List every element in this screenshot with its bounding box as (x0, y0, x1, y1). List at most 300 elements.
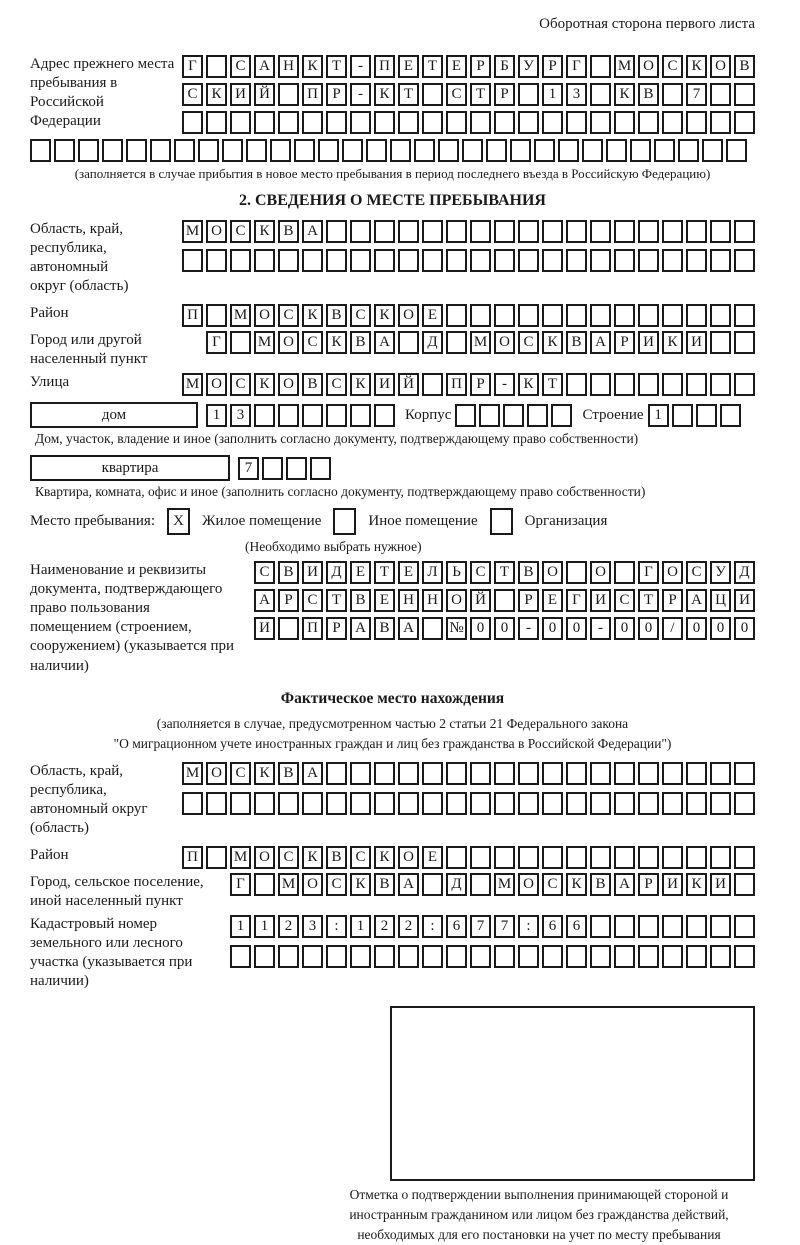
char-cell (590, 915, 611, 938)
char-cell (126, 139, 147, 162)
char-cell (470, 846, 491, 869)
char-cell: В (590, 873, 611, 896)
char-cell (678, 139, 699, 162)
prev-address-caption: (заполняется в случае прибытия в новое место пребывания в период последнего въезда в Российскую Федерацию) (74, 166, 711, 181)
korpus-label: Корпус (405, 406, 452, 423)
prev-address-label: Адрес прежнего места пребывания в Российской Федерации (30, 56, 175, 130)
char-cell: Е (422, 304, 443, 327)
char-cell (182, 249, 203, 272)
char-cell: 1 (350, 915, 371, 938)
char-cell (662, 220, 683, 243)
fact-city-field (30, 873, 755, 911)
char-cell (350, 111, 371, 134)
char-cell (470, 762, 491, 785)
char-cell (638, 915, 659, 938)
char-cell (518, 83, 539, 106)
district-field (30, 304, 755, 327)
char-cell (446, 249, 467, 272)
char-cell: К (254, 220, 275, 243)
char-cell: О (302, 873, 323, 896)
char-cell (446, 945, 467, 968)
char-cell: М (470, 331, 491, 354)
char-cell: И (662, 873, 683, 896)
char-cell (662, 111, 683, 134)
char-cell (479, 404, 500, 427)
char-cell: 1 (648, 404, 669, 427)
char-cell (446, 762, 467, 785)
char-cell: Р (638, 873, 659, 896)
char-cell (470, 873, 491, 896)
other-premises-checkbox (333, 508, 356, 535)
char-cell: С (470, 561, 491, 584)
char-cell (734, 83, 755, 106)
char-cell (438, 139, 459, 162)
char-cell (254, 249, 275, 272)
char-cell (102, 139, 123, 162)
char-cell (518, 249, 539, 272)
char-cell (206, 111, 227, 134)
char-cell (686, 111, 707, 134)
district-row (182, 304, 755, 327)
char-cell: В (374, 617, 395, 640)
char-cell (686, 915, 707, 938)
char-cell (398, 331, 419, 354)
prev-address-row-3 (182, 111, 755, 134)
char-cell: А (374, 331, 395, 354)
char-cell (614, 249, 635, 272)
apartment-row (30, 455, 755, 481)
char-cell (78, 139, 99, 162)
char-cell (590, 55, 611, 78)
char-cell (720, 404, 741, 427)
char-cell: - (350, 55, 371, 78)
char-cell (590, 111, 611, 134)
char-cell (542, 249, 563, 272)
char-cell: О (206, 220, 227, 243)
region-field (30, 220, 755, 296)
char-cell: О (254, 846, 275, 869)
char-cell (422, 873, 443, 896)
char-cell (278, 404, 299, 427)
char-cell (446, 111, 467, 134)
char-cell (734, 846, 755, 869)
char-cell (278, 249, 299, 272)
char-cell: И (254, 617, 275, 640)
char-cell: М (254, 331, 275, 354)
char-cell (182, 792, 203, 815)
char-cell (350, 249, 371, 272)
char-cell: Г (230, 873, 251, 896)
document-row-2 (254, 589, 755, 612)
char-cell (470, 111, 491, 134)
char-cell (398, 249, 419, 272)
char-cell: Т (398, 83, 419, 106)
char-cell: 7 (686, 83, 707, 106)
section2-title: 2. СВЕДЕНИЯ О МЕСТЕ ПРЕБЫВАНИЯ (239, 192, 546, 209)
char-cell: Е (374, 589, 395, 612)
region-rows (182, 220, 755, 296)
char-cell: Р (470, 55, 491, 78)
char-cell (566, 762, 587, 785)
char-cell (542, 304, 563, 327)
char-cell: О (590, 561, 611, 584)
char-cell: 7 (238, 457, 259, 480)
char-cell: В (278, 220, 299, 243)
char-cell (551, 404, 572, 427)
char-cell (542, 111, 563, 134)
char-cell: Р (326, 83, 347, 106)
char-cell (494, 945, 515, 968)
char-cell: С (350, 304, 371, 327)
char-cell (326, 404, 347, 427)
char-cell (638, 304, 659, 327)
char-cell (230, 331, 251, 354)
char-cell: И (230, 83, 251, 106)
char-cell: У (518, 55, 539, 78)
char-cell (254, 792, 275, 815)
char-cell (494, 111, 515, 134)
apartment-box-label: квартира (30, 455, 230, 481)
char-cell (710, 304, 731, 327)
char-cell (566, 111, 587, 134)
char-cell: О (206, 373, 227, 396)
char-cell: 0 (686, 617, 707, 640)
confirmation-stamp-note: Отметка о подтверждении выполнения принимающей стороной и иностранным гражданином или лицом без гражданства действий, необходимых для его постановки на учет по месту пребывания (349, 1186, 729, 1243)
char-cell: В (350, 331, 371, 354)
char-cell (734, 945, 755, 968)
char-cell (470, 304, 491, 327)
char-cell (590, 792, 611, 815)
char-cell: Г (566, 589, 587, 612)
char-cell (686, 304, 707, 327)
char-cell: Р (614, 331, 635, 354)
char-cell: В (326, 304, 347, 327)
char-cell: С (662, 55, 683, 78)
char-cell: 0 (710, 617, 731, 640)
char-cell: С (182, 83, 203, 106)
char-cell (638, 792, 659, 815)
korpus-cells (455, 404, 572, 427)
char-cell (518, 220, 539, 243)
char-cell: О (398, 846, 419, 869)
char-cell: К (686, 873, 707, 896)
apartment-caption: Квартира, комната, офис и иное (заполнить согласно документу, подтверждающему право собственности) (35, 484, 646, 500)
char-cell: И (710, 873, 731, 896)
fact-district-row (182, 846, 755, 869)
char-cell (542, 762, 563, 785)
char-cell: П (182, 304, 203, 327)
char-cell (734, 220, 755, 243)
char-cell (590, 220, 611, 243)
region-label: Область, край, республика, автономный округ (область) (30, 221, 129, 295)
char-cell: О (398, 304, 419, 327)
char-cell (638, 111, 659, 134)
prev-address-rows (182, 55, 755, 134)
char-cell (566, 304, 587, 327)
fact-city-row (230, 873, 755, 896)
char-cell: Р (662, 589, 683, 612)
char-cell (270, 139, 291, 162)
char-cell (696, 404, 717, 427)
char-cell (366, 139, 387, 162)
fact-region-row-2 (182, 792, 755, 815)
char-cell: 1 (254, 915, 275, 938)
char-cell (614, 220, 635, 243)
char-cell (230, 945, 251, 968)
prev-address-row-1 (182, 55, 755, 78)
char-cell (326, 792, 347, 815)
char-cell (686, 373, 707, 396)
char-cell (398, 220, 419, 243)
char-cell (686, 792, 707, 815)
char-cell (638, 762, 659, 785)
char-cell (494, 249, 515, 272)
char-cell (566, 561, 587, 584)
char-cell (422, 945, 443, 968)
char-cell (206, 55, 227, 78)
char-cell: 3 (566, 83, 587, 106)
char-cell (542, 220, 563, 243)
char-cell (398, 792, 419, 815)
char-cell: С (302, 589, 323, 612)
char-cell: И (374, 373, 395, 396)
char-cell: : (518, 915, 539, 938)
char-cell: Р (494, 83, 515, 106)
char-cell (230, 792, 251, 815)
char-cell (686, 762, 707, 785)
char-cell (182, 111, 203, 134)
char-cell: К (302, 304, 323, 327)
char-cell (662, 945, 683, 968)
char-cell (662, 792, 683, 815)
char-cell: С (230, 373, 251, 396)
char-cell (390, 139, 411, 162)
char-cell (470, 249, 491, 272)
char-cell (590, 304, 611, 327)
char-cell (206, 249, 227, 272)
char-cell: Ц (710, 589, 731, 612)
char-cell (614, 762, 635, 785)
char-cell (503, 404, 524, 427)
char-cell (230, 111, 251, 134)
char-cell (558, 139, 579, 162)
char-cell (342, 139, 363, 162)
char-cell: М (494, 873, 515, 896)
char-cell (286, 457, 307, 480)
char-cell (198, 139, 219, 162)
char-cell: К (254, 762, 275, 785)
char-cell (278, 792, 299, 815)
char-cell: С (326, 873, 347, 896)
char-cell: Ь (446, 561, 467, 584)
char-cell: В (326, 846, 347, 869)
char-cell (350, 762, 371, 785)
char-cell: К (542, 331, 563, 354)
cadastral-row-2 (230, 945, 755, 968)
fact-region-rows (182, 762, 755, 838)
char-cell: Л (422, 561, 443, 584)
char-cell: Р (542, 55, 563, 78)
char-cell: Г (182, 55, 203, 78)
char-cell (590, 762, 611, 785)
stroenie-cells (648, 404, 741, 427)
char-cell (494, 589, 515, 612)
char-cell (686, 220, 707, 243)
char-cell: М (278, 873, 299, 896)
char-cell (734, 373, 755, 396)
residential-checkbox: X (167, 508, 190, 535)
cadastral-label: Кадастровый номер земельного или лесного участка (указывается при наличии) (30, 916, 193, 990)
char-cell: И (638, 331, 659, 354)
char-cell: Н (278, 55, 299, 78)
char-cell (734, 331, 755, 354)
char-cell (446, 331, 467, 354)
char-cell (662, 83, 683, 106)
char-cell: К (254, 373, 275, 396)
city-row (206, 331, 755, 354)
char-cell: О (446, 589, 467, 612)
char-cell: С (302, 331, 323, 354)
char-cell (310, 457, 331, 480)
char-cell (566, 945, 587, 968)
char-cell: Е (398, 561, 419, 584)
char-cell: И (590, 589, 611, 612)
char-cell: Д (734, 561, 755, 584)
char-cell (222, 139, 243, 162)
char-cell: С (542, 873, 563, 896)
house-caption: Дом, участок, владение и иное (заполнить согласно документу, подтверждающему право собственности) (35, 431, 639, 447)
char-cell: 2 (374, 915, 395, 938)
char-cell (278, 83, 299, 106)
char-cell: 7 (494, 915, 515, 938)
city-label: Город или другой населенный пункт (30, 332, 148, 368)
char-cell: Е (350, 561, 371, 584)
char-cell (638, 220, 659, 243)
document-row-3 (254, 617, 755, 640)
char-cell (734, 249, 755, 272)
char-cell: П (302, 83, 323, 106)
char-cell (614, 304, 635, 327)
char-cell (734, 915, 755, 938)
actual-location-caption-1: (заполняется в случае, предусмотренном частью 2 статьи 21 Федерального закона (156, 715, 629, 731)
char-cell (174, 139, 195, 162)
char-cell: О (518, 873, 539, 896)
char-cell (470, 945, 491, 968)
char-cell (630, 139, 651, 162)
char-cell: Г (206, 331, 227, 354)
char-cell: 6 (566, 915, 587, 938)
char-cell (614, 792, 635, 815)
char-cell: П (374, 55, 395, 78)
char-cell: : (326, 915, 347, 938)
char-cell: О (278, 331, 299, 354)
char-cell (590, 83, 611, 106)
char-cell (662, 373, 683, 396)
char-cell (350, 404, 371, 427)
char-cell: К (662, 331, 683, 354)
char-cell (614, 915, 635, 938)
char-cell: С (254, 561, 275, 584)
document-field (30, 561, 755, 675)
char-cell: К (374, 83, 395, 106)
char-cell (710, 915, 731, 938)
stamp-area (30, 1006, 755, 1245)
house-cells (206, 404, 395, 427)
char-cell: Т (374, 561, 395, 584)
cadastral-field (30, 915, 755, 991)
char-cell: - (518, 617, 539, 640)
char-cell: Е (542, 589, 563, 612)
char-cell (446, 792, 467, 815)
char-cell: В (278, 561, 299, 584)
char-cell (278, 617, 299, 640)
char-cell: 7 (470, 915, 491, 938)
char-cell (302, 111, 323, 134)
char-cell (254, 111, 275, 134)
char-cell (510, 139, 531, 162)
actual-location-caption-2: "О миграционном учете иностранных граждан и лиц без гражданства в Российской Федерации") (113, 735, 672, 751)
char-cell (710, 249, 731, 272)
prev-address-row-4 (30, 139, 755, 162)
char-cell: О (638, 55, 659, 78)
char-cell (662, 249, 683, 272)
char-cell: О (254, 304, 275, 327)
stay-type-label: Место пребывания: (30, 513, 155, 530)
char-cell (150, 139, 171, 162)
char-cell: С (614, 589, 635, 612)
char-cell (710, 220, 731, 243)
char-cell: А (350, 617, 371, 640)
char-cell (455, 404, 476, 427)
char-cell: А (254, 589, 275, 612)
apartment-cells (238, 457, 331, 480)
char-cell: К (374, 304, 395, 327)
cadastral-rows (230, 915, 755, 991)
char-cell: 1 (542, 83, 563, 106)
char-cell (686, 846, 707, 869)
char-cell: У (710, 561, 731, 584)
char-cell: 0 (734, 617, 755, 640)
char-cell (614, 945, 635, 968)
char-cell (230, 249, 251, 272)
char-cell: 0 (614, 617, 635, 640)
char-cell: Н (398, 589, 419, 612)
char-cell: Г (638, 561, 659, 584)
char-cell (566, 792, 587, 815)
char-cell: С (326, 373, 347, 396)
char-cell (518, 846, 539, 869)
char-cell: К (566, 873, 587, 896)
char-cell: А (302, 220, 323, 243)
char-cell (422, 220, 443, 243)
stroenie-label: Строение (582, 406, 644, 423)
char-cell (702, 139, 723, 162)
char-cell: В (734, 55, 755, 78)
char-cell (326, 762, 347, 785)
char-cell: 3 (230, 404, 251, 427)
char-cell: Й (398, 373, 419, 396)
char-cell: 2 (278, 915, 299, 938)
char-cell: Г (566, 55, 587, 78)
prev-address-field (30, 55, 755, 134)
char-cell: № (446, 617, 467, 640)
stay-type-hint: (Необходимо выбрать нужное) (245, 539, 422, 555)
char-cell: Р (470, 373, 491, 396)
char-cell (710, 83, 731, 106)
char-cell (638, 373, 659, 396)
char-cell (486, 139, 507, 162)
char-cell (422, 762, 443, 785)
